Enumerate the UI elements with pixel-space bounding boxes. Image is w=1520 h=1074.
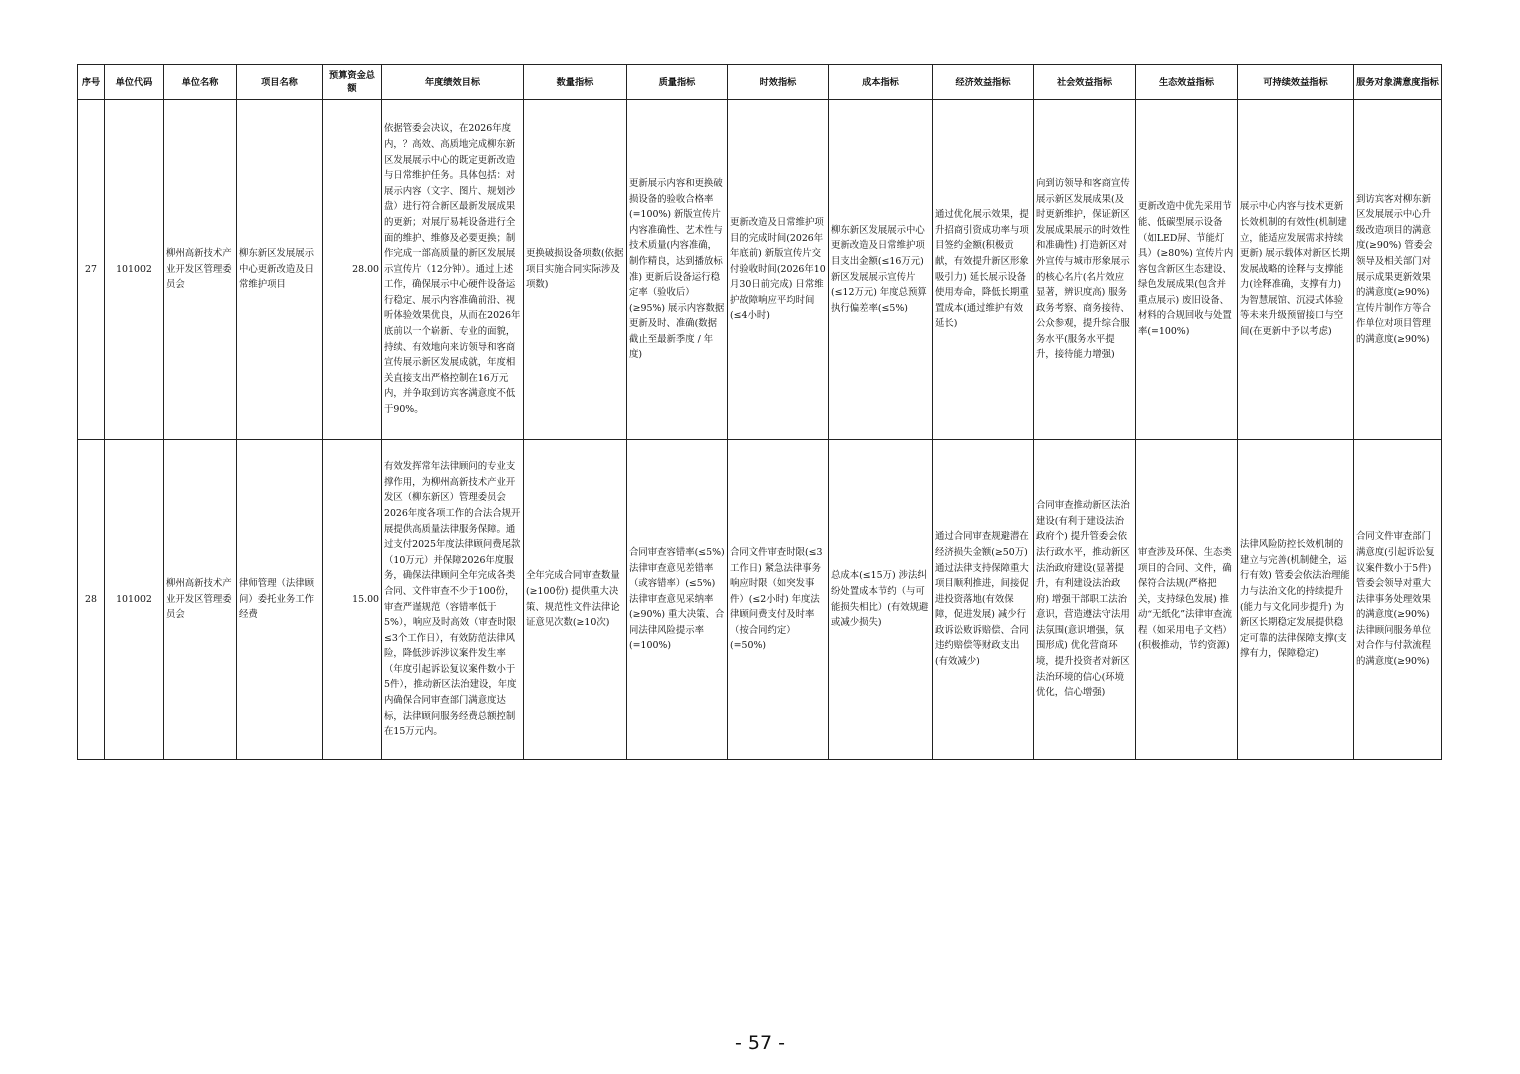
header-project-name: 项目名称 [237,65,323,100]
cell-budget: 28.00 [323,100,382,440]
cell-seq: 27 [78,100,105,440]
cell-economic: 通过合同审查规避潜在经济损失金额(≥50万) 通过法律支持保障重大项目顺利推进，间接促进投资落地(有效保障，促进发展) 减少行政诉讼败诉赔偿、合同违约赔偿等财政支出(有效减少) [933,440,1034,760]
cell-annual-goal: 有效发挥常年法律顾问的专业支撑作用，为柳州高新技术产业开发区（柳东新区）管理委员会2026年度各项工作的合法合规开展提供高质量法律服务保障。通过支付2025年度法律顾问费尾款（10万元）并保障2026年度服务，确保法律顾问全年完成各类合同、文件审查不少于100份，审查严谨规范（容错率低于5%），响应及时高效（审查时限≤3个工作日），有效防范法律风险，降低涉诉涉议案件发生率（年度引起诉讼复议案件数小于5件），推动新区法治建设，年度内确保合同审查部门满意度达标，法律顾问服务经费总额控制在15万元内。 [382,440,524,760]
header-budget: 预算资金总额 [323,65,382,100]
cell-ecological: 审查涉及环保、生态类项目的合同、文件，确保符合法规(严格把关，支持绿色发展) 推动“无纸化”法律审查流程（如采用电子文档）(积极推动，节约资源) [1136,440,1238,760]
cell-unit-name: 柳州高新技术产业开发区管理委员会 [164,440,237,760]
cell-project-name: 柳东新区发展展示中心更新改造及日常维护项目 [237,100,323,440]
header-economic: 经济效益指标 [933,65,1034,100]
header-satisfaction: 服务对象满意度指标 [1354,65,1442,100]
cell-cost: 柳东新区发展展示中心更新改造及日常维护项目支出金额(≤16万元) 新区发展展示宣传片(≤12万元) 年度总预算执行偏差率(≤5%) [829,100,933,440]
cell-quantity: 更换破损设备项数(依据项目实施合同实际涉及项数) [524,100,627,440]
page-number: - 57 - [735,1032,785,1054]
table-header-row [78,65,1442,100]
cell-economic: 通过优化展示效果，提升招商引资成功率与项目签约金额(积极贡献，有效提升新区形象吸引力) 延长展示设备使用寿命，降低长期重置成本(通过维护有效延长) [933,100,1034,440]
header-ecological: 生态效益指标 [1136,65,1238,100]
cell-quality: 更新展示内容和更换破损设备的验收合格率(=100%) 新版宣传片内容准确性、艺术性与技术质量(内容准确，制作精良，达到播放标准) 更新后设备运行稳定率（验收后）(≥95%) 展示内容数据更新及时、准确(数据截止至最新季度 / 年度) [627,100,728,440]
header-cost: 成本指标 [829,65,933,100]
header-annual-goal: 年度绩效目标 [382,65,524,100]
table-row [78,440,1442,760]
header-quality: 质量指标 [627,65,728,100]
table-row [78,100,1442,440]
cell-social: 向到访领导和客商宣传展示新区发展成果(及时更新维护，保证新区发展成果展示的时效性和准确性) 打造新区对外宣传与城市形象展示的核心名片(名片效应显著，辨识度高) 服务政务考察、商务接待、公众参观，提升综合服务水平(服务水平提升，接待能力增强) [1034,100,1136,440]
cell-unit-name: 柳州高新技术产业开发区管理委员会 [164,100,237,440]
cell-cost: 总成本(≤15万) 涉法纠纷处置成本节约（与可能损失相比）(有效规避或减少损失) [829,440,933,760]
cell-quantity: 全年完成合同审查数量(≥100份) 提供重大决策、规范性文件法律论证意见次数(≥10次) [524,440,627,760]
cell-timeliness: 更新改造及日常维护项目的完成时间(2026年年底前) 新版宣传片交付验收时间(2026年10月30日前完成) 日常维护故障响应平均时间(≤4小时) [728,100,829,440]
cell-annual-goal: 依据管委会决议，在2026年度内，？高效、高质地完成柳东新区发展展示中心的既定更新改造与日常维护任务。具体包括：对展示内容（文字、图片、规划沙盘）进行符合新区最新发展成果的更新；对展厅易耗设备进行全面的维护、维修及必要更换；制作完成一部高质量的新区发展展示宣传片（12分钟）。通过上述工作，确保展示中心硬件设备运行稳定、展示内容准确前沿、视听体验效果优良，从而在2026年底前以一个崭新、专业的面貌，持续、有效地向来访领导和客商宣传展示新区发展成就，年度相关直接支出严格控制在16万元内，并争取到访宾客满意度不低于90%。 [382,100,524,440]
cell-timeliness: 合同文件审查时限(≤3工作日) 紧急法律事务响应时限（如突发事件）(≤2小时) 年度法律顾问费支付及时率（按合同约定）(=50%) [728,440,829,760]
header-unit-code: 单位代码 [105,65,164,100]
header-unit-name: 单位名称 [164,65,237,100]
cell-sustainable: 法律风险防控长效机制的建立与完善(机制健全，运行有效) 管委会依法治理能力与法治文化的持续提升(能力与文化同步提升) 为新区长期稳定发展提供稳定可靠的法律保障支撑(支撑有力，保障稳定) [1238,440,1354,760]
cell-ecological: 更新改造中优先采用节能、低碳型展示设备（如LED屏、节能灯具）(≥80%) 宣传片内容包含新区生态建设、绿色发展成果(包含并重点展示) 废旧设备、材料的合规回收与处置率(=100%) [1136,100,1238,440]
cell-unit-code: 101002 [105,440,164,760]
cell-project-name: 律师管理（法律顾问）委托业务工作经费 [237,440,323,760]
header-timeliness: 时效指标 [728,65,829,100]
cell-satisfaction: 合同文件审查部门满意度(引起诉讼复议案件数小于5件) 管委会领导对重大法律事务处理效果的满意度(≥90%) 法律顾问服务单位对合作与付款流程的满意度(≥90%) [1354,440,1442,760]
header-social: 社会效益指标 [1034,65,1136,100]
cell-seq: 28 [78,440,105,760]
performance-table [77,64,1442,760]
cell-budget: 15.00 [323,440,382,760]
cell-sustainable: 展示中心内容与技术更新长效机制的有效性(机制建立，能适应发展需求持续更新) 展示载体对新区长期发展战略的诠释与支撑能力(诠释准确，支撑有力) 为智慧展馆、沉浸式体验等未来升级预留接口与空间(在更新中予以考虑) [1238,100,1354,440]
header-sustainable: 可持续效益指标 [1238,65,1354,100]
header-seq: 序号 [78,65,105,100]
cell-unit-code: 101002 [105,100,164,440]
cell-satisfaction: 到访宾客对柳东新区发展展示中心升级改造项目的满意度(≥90%) 管委会领导及相关部门对展示成果更新效果的满意度(≥90%) 宣传片制作方等合作单位对项目管理的满意度(≥90%) [1354,100,1442,440]
cell-social: 合同审查推动新区法治建设(有利于建设法治政府个) 提升管委会依法行政水平，推动新区法治政府建设(显著提升，有利建设法治政府) 增强干部职工法治意识，营造遵法守法用法氛围(意识增强，氛围形成) 优化营商环境，提升投资者对新区法治环境的信心(环境优化，信心增强) [1034,440,1136,760]
header-quantity: 数量指标 [524,65,627,100]
cell-quality: 合同审查容错率(≤5%) 法律审查意见差错率（或容错率）(≤5%) 法律审查意见采纳率(≥90%) 重大决策、合同法律风险提示率(=100%) [627,440,728,760]
